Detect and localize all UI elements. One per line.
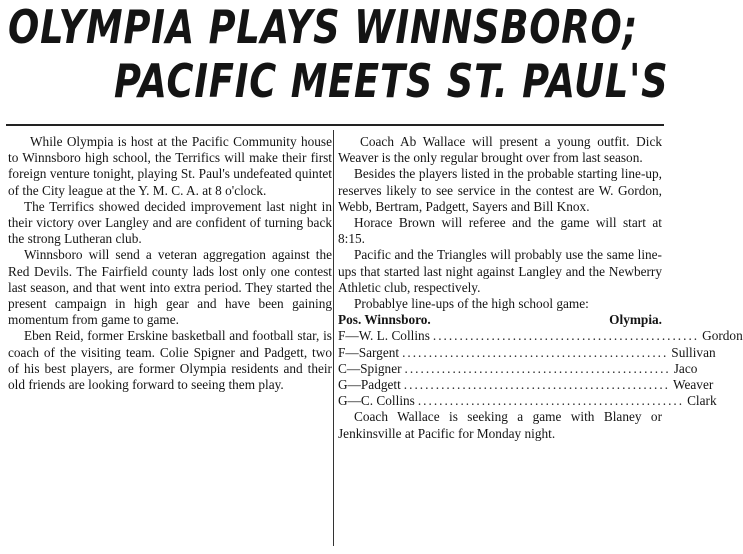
article-paragraph: Winnsboro will send a veteran aggregation against the Red Devils. The Fairfield county lads lost only one contest last season, and that went into extra period. They started the present campaign in high gear and have been gaining momentum from game to game. <box>8 247 332 328</box>
leader-dots: .................................................. <box>403 377 671 393</box>
headline-rule <box>6 124 664 126</box>
lineup-row <box>338 328 743 344</box>
article-paragraph: Probablye line-ups of the high school game: <box>354 296 589 312</box>
article-paragraph: While Olympia is host at the Pacific Community house to Winnsboro high school, the Terrifics will make their first foreign venture tonight, playing St. Paul's undefeated quintet of the City league at the Y. M. C. A. at 8 o'clock. <box>8 134 332 198</box>
leader-dots: .................................................. <box>417 393 685 409</box>
leader-dots: .................................................. <box>402 344 669 360</box>
lineup-table <box>338 312 743 409</box>
lineup-header-right: Olympia. <box>609 312 662 328</box>
article-paragraph: The Terrifics showed decided improvement last night in their victory over Langley and are confident of turning back the strong Lutheran club. <box>8 198 332 247</box>
lineup-row-left: C—Spigner <box>338 360 402 376</box>
lineup-row-right: Sullivan <box>671 344 716 360</box>
article-paragraph: Horace Brown will referee and the game will start at 8:15. <box>338 215 662 247</box>
lineup-header-left: Pos. Winnsboro. <box>338 312 431 328</box>
lineup-row <box>338 344 716 361</box>
article-column-right <box>338 134 743 546</box>
lineup-row-left: F—Sargent <box>338 344 400 360</box>
lineup-row-right: Clark <box>687 393 717 409</box>
lineup-row-right: Gordon <box>702 328 743 344</box>
lineup-row <box>338 377 714 393</box>
article-paragraph: Coach Ab Wallace will present a young outfit. Dick Weaver is the only regular brought over from last season. <box>338 134 662 166</box>
lineup-row-right: Weaver <box>673 377 714 393</box>
lineup-row <box>338 393 717 409</box>
column-divider <box>333 130 334 546</box>
headline-line-2: PACIFIC MEETS ST. PAUL'S <box>114 54 669 108</box>
lineup-header <box>338 312 662 328</box>
article-paragraph: Pacific and the Triangles will probably use the same line-ups that started last night against Langley and the Newberry Athletic club, respectively. <box>338 247 662 295</box>
lineup-row-left: F—W. L. Collins <box>338 328 430 344</box>
article-paragraph: Besides the players listed in the probable starting line-up, reserves likely to see service in the contest are W. Gordon, Webb, Bertram, Padgett, Sayers and Bill Knox. <box>338 166 662 214</box>
article-column-left <box>8 134 332 546</box>
article-paragraph: Coach Wallace is seeking a game with Blaney or Jenkinsville at Pacific for Monday night. <box>338 409 662 441</box>
headline-line-1: OLYMPIA PLAYS WINNSBORO; <box>8 0 639 54</box>
article-paragraph: Eben Reid, former Erskine basketball and football star, is coach of the visiting team. Colie Spigner and Padgett, two of his best players, are former Olympia residents and their old friends are looking forward to seeing them play. <box>8 328 332 393</box>
lineup-row-left: G—C. Collins <box>338 393 415 409</box>
lineup-row-left: G—Padgett <box>338 377 401 393</box>
leader-dots: .................................................. <box>432 328 700 344</box>
lineup-row-right: Jaco <box>673 360 698 376</box>
leader-dots: .................................................. <box>404 360 671 376</box>
headline <box>0 0 670 124</box>
lineup-row <box>338 360 698 377</box>
